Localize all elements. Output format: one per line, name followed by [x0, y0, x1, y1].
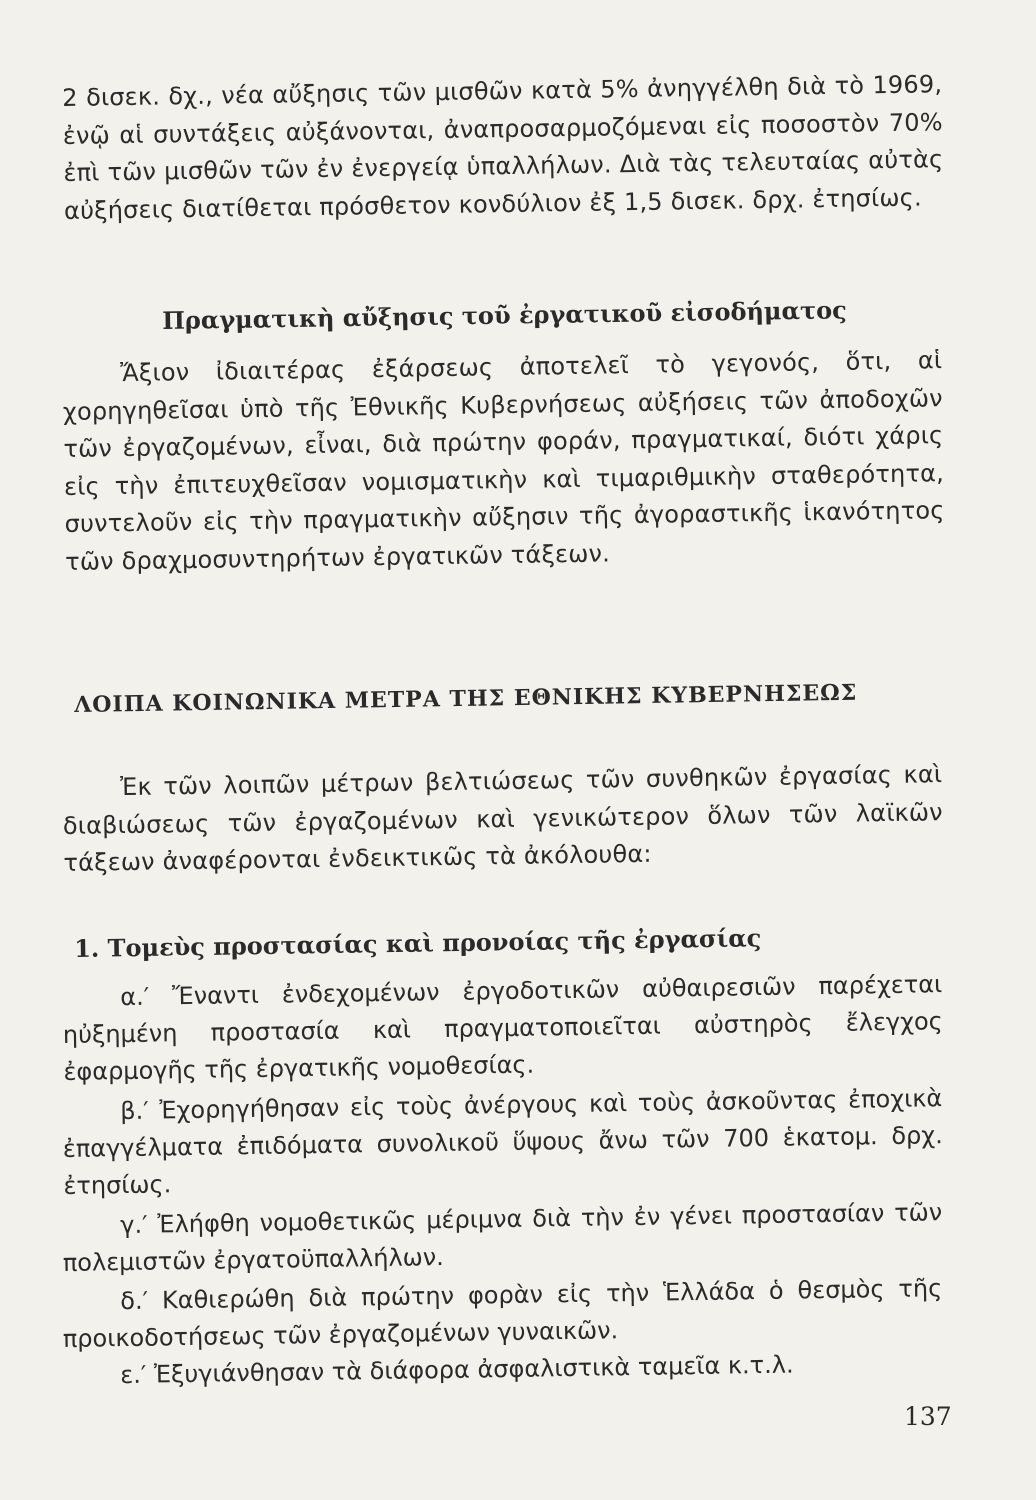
list-item-b: β.′ Ἐχορηγήθησαν εἰς τοὺς ἀνέργους καὶ τοὺς ἀσκοῦντας ἐποχικὰ ἐπαγγέλματα ἐπιδόματα συνολικοῦ ὕψους ἄνω τῶν 700 ἑκατομ. δρχ. ἐτησίως. [62, 1084, 943, 1200]
list-item-c: γ.′ Ἐλήφθη νομοθετικῶς μέριμνα διὰ τὴν ἐν γένει προστασίαν τῶν πολεμιστῶν ἐργατοϋπαλλήλων. [62, 1198, 943, 1277]
list-item-e: ε.′ Ἐξυγιάνθησαν τὰ διάφορα ἀσφαλιστικὰ ταμεῖα κ.τ.λ. [120, 1350, 794, 1390]
paragraph-other-measures-intro: Ἐκ τῶν λοιπῶν μέτρων βελτιώσεως τῶν συνθηκῶν ἐργασίας καὶ διαβιώσεως τῶν ἐργαζομένων καὶ γενικώτερον ὅλων τῶν λαϊκῶν τάξεων ἀναφέρονται ἐνδεικτικῶς τὰ ἀκόλουθα: [62, 760, 943, 877]
paragraph-wage-increase: 2 δισεκ. δχ., νέα αὔξησις τῶν μισθῶν κατὰ 5% ἀνηγγέλθη διὰ τὸ 1969, ἐνῷ αἱ συντάξεις αὐξάνονται, ἀναπροσαρμοζόμεναι εἰς ποσοστὸν 70% ἐπὶ τῶν μισθῶν τῶν ἐν ἐνεργείᾳ ὑπαλλήλων. Διὰ τὰς τελευταίας αὐτὰς αὐξήσεις διατίθεται πρόσθετον κονδύλιον ἐξ 1,5 δισεκ. δρχ. ἐτησίως. [62, 70, 944, 225]
page-number: 137 [904, 1402, 952, 1431]
heading-labor-protection-sector: 1. Τομεὺς προστασίας καὶ προνοίας τῆς ἐργασίας [74, 923, 762, 963]
heading-real-income-increase: Πραγματικὴ αὔξησις τοῦ ἐργατικοῦ εἰσοδήματος [162, 295, 847, 335]
list-item-a: α.′ Ἔναντι ἐνδεχομένων ἐργοδοτικῶν αὐθαιρεσιῶν παρέχεται ηὐξημένη προστασία καὶ πραγματοποιεῖται αὐστηρὸς ἔλεγχος ἐφαρμογῆς τῆς ἐργατικῆς νομοθεσίας. [62, 970, 943, 1086]
paragraph-real-income: Ἄξιον ἰδιαιτέρας ἐξάρσεως ἀποτελεῖ τὸ γεγονός, ὅτι, αἱ χορηγηθεῖσαι ὑπὸ τῆς Ἐθνικῆς Κυβερνήσεως αὐξήσεις τῶν ἀποδοχῶν τῶν ἐργαζομένων, εἶναι, διὰ πρώτην φοράν, πραγματικαί, διότι χάρις εἰς τὴν ἐπιτευχθεῖσαν νομισματικὴν καὶ τιμαριθμικὴν σταθερότητα, συντελοῦν εἰς τὴν πραγματικὴν αὔξησιν τῆς ἀγοραστικῆς ἱκανότητος τῶν δραχμοσυντηρήτων ἐργατικῶν τάξεων. [62, 346, 945, 576]
heading-other-social-measures: ΛΟΙΠΑ ΚΟΙΝΩΝΙΚΑ ΜΕΤΡΑ ΤΗΣ ΕΘΝΙΚΗΣ ΚΥΒΕΡΝΗΣΕΩΣ [74, 679, 858, 718]
list-item-d: δ.′ Καθιερώθη διὰ πρώτην φορὰν εἰς τὴν Ἑλλάδα ὁ θεσμὸς τῆς προικοδοτήσεως τῶν ἐργαζομένων γυναικῶν. [62, 1274, 943, 1353]
